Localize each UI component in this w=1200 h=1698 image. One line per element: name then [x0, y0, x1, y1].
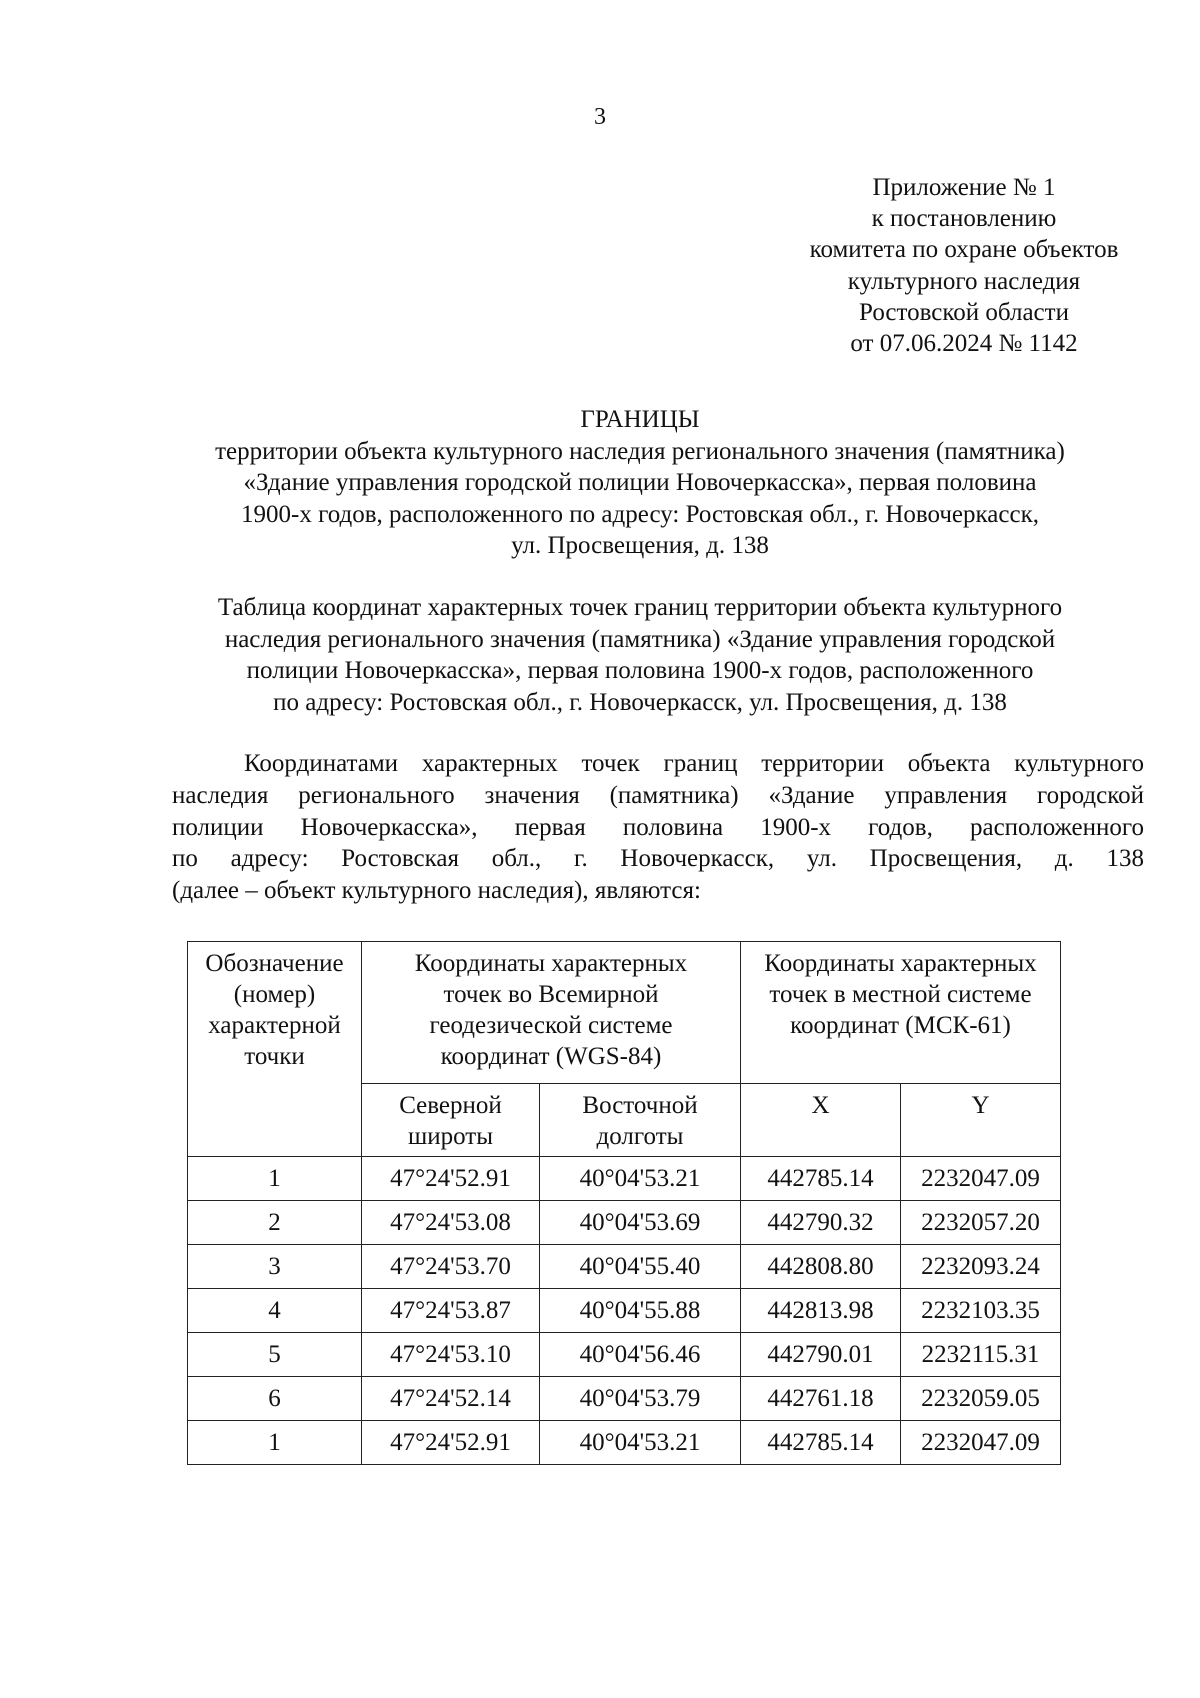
header-point-designation: [188, 942, 362, 1157]
intro-line: по адресу: Ростовская обл., г. Новочеркасск, ул. Просвещения, д. 138: [172, 845, 1144, 873]
cell-latitude: 47°24'53.70: [362, 1245, 540, 1289]
appendix-line: к постановлению: [871, 205, 1057, 233]
table-row: [188, 1421, 1061, 1465]
table-row: [188, 1157, 1061, 1201]
cell-longitude: 40°04'55.40: [540, 1245, 741, 1289]
table-row: [188, 1289, 1061, 1333]
table-row: [188, 1377, 1061, 1421]
header-latitude: [362, 1084, 540, 1157]
cell-x: 442790.01: [741, 1333, 901, 1377]
intro-line: наследия регионального значения (памятника) «Здание управления городской: [172, 781, 1144, 809]
cell-longitude: 40°04'53.79: [540, 1377, 741, 1421]
appendix-block: [732, 172, 1196, 359]
header-text: Обозначение: [205, 950, 344, 977]
cell-y: 2232093.24: [901, 1245, 1061, 1289]
cell-point: 1: [188, 1421, 362, 1465]
table-title-line: наследия регионального значения (памятника) «Здание управления городской: [224, 625, 1056, 653]
title-line: 1900-х годов, расположенного по адресу: Ростовская обл., г. Новочеркасск,: [241, 500, 1039, 528]
title-line: «Здание управления городской полиции Новочеркасска», первая половина: [243, 469, 1037, 496]
header-msk61-group: [741, 942, 1061, 1084]
appendix-line: Ростовской области: [859, 298, 1069, 326]
cell-y: 2232047.09: [901, 1157, 1061, 1201]
header-text: Северной: [399, 1092, 502, 1119]
intro-line: полиции Новочеркасска», первая половина 1900-х годов, расположенного: [172, 813, 1144, 841]
cell-x: 442785.14: [741, 1157, 901, 1201]
appendix-line: от 07.06.2024 № 1142: [850, 330, 1078, 358]
header-text: геодезической системе: [429, 1012, 673, 1039]
cell-longitude: 40°04'56.46: [540, 1333, 741, 1377]
cell-latitude: 47°24'53.10: [362, 1333, 540, 1377]
cell-y: 2232057.20: [901, 1201, 1061, 1245]
table-title-line: полиции Новочеркасска», первая половина 1900-х годов, расположенного: [246, 657, 1034, 684]
header-text: координат (МСК-61): [790, 1012, 1011, 1039]
cell-x: 442761.18: [741, 1377, 901, 1421]
cell-longitude: 40°04'53.21: [540, 1421, 741, 1465]
header-text: Координаты характерных: [414, 950, 688, 977]
header-text: характерной: [208, 1012, 341, 1039]
page-number: 3: [594, 104, 606, 130]
header-text: Восточной: [582, 1092, 698, 1119]
cell-latitude: 47°24'52.91: [362, 1421, 540, 1465]
cell-latitude: 47°24'53.08: [362, 1201, 540, 1245]
table-title-line: по адресу: Ростовская обл., г. Новочеркасск, ул. Просвещения, д. 138: [273, 688, 1007, 716]
header-text: Координаты характерных: [764, 950, 1037, 977]
title-line: ул. Просвещения, д. 138: [511, 532, 769, 559]
appendix-line: культурного наследия: [847, 267, 1081, 295]
header-text: точек во Всемирной: [443, 981, 659, 1008]
header-y: Y: [901, 1084, 1061, 1157]
header-text: (номер): [233, 981, 316, 1008]
header-text: точки: [244, 1043, 305, 1070]
table-title-line: Таблица координат характерных точек границ территории объекта культурного: [217, 594, 1063, 621]
header-text: координат (WGS-84): [440, 1043, 662, 1070]
appendix-line: комитета по охране объектов: [809, 236, 1119, 264]
cell-y: 2232115.31: [901, 1333, 1061, 1377]
header-longitude: [540, 1084, 741, 1157]
cell-point: 4: [188, 1289, 362, 1333]
cell-y: 2232103.35: [901, 1289, 1061, 1333]
cell-point: 5: [188, 1333, 362, 1377]
table-row: [188, 1245, 1061, 1289]
cell-x: 442813.98: [741, 1289, 901, 1333]
appendix-line: Приложение № 1: [872, 174, 1056, 201]
cell-point: 3: [188, 1245, 362, 1289]
coordinates-table: [187, 941, 1061, 1465]
title-line: территории объекта культурного наследия регионального значения (памятника): [215, 437, 1065, 465]
cell-point: 1: [188, 1157, 362, 1201]
cell-longitude: 40°04'53.69: [540, 1201, 741, 1245]
cell-x: 442785.14: [741, 1421, 901, 1465]
header-text: точек в местной системе: [769, 981, 1032, 1008]
cell-x: 442808.80: [741, 1245, 901, 1289]
cell-latitude: 47°24'53.87: [362, 1289, 540, 1333]
cell-x: 442790.32: [741, 1201, 901, 1245]
cell-y: 2232047.09: [901, 1421, 1061, 1465]
cell-longitude: 40°04'55.88: [540, 1289, 741, 1333]
header-text: широты: [407, 1123, 494, 1150]
cell-latitude: 47°24'52.14: [362, 1377, 540, 1421]
cell-longitude: 40°04'53.21: [540, 1157, 741, 1201]
header-wgs84-group: [362, 942, 741, 1084]
cell-latitude: 47°24'52.91: [362, 1157, 540, 1201]
table-row: [188, 1201, 1061, 1245]
cell-point: 2: [188, 1201, 362, 1245]
header-x: X: [741, 1084, 901, 1157]
table-row: [188, 1333, 1061, 1377]
document-title: [150, 404, 1130, 562]
title-heading: ГРАНИЦЫ: [580, 406, 700, 433]
intro-paragraph: [172, 748, 1144, 907]
header-text: долготы: [596, 1123, 684, 1150]
intro-line: Координатами характерных точек границ территории объекта культурного: [244, 750, 1144, 777]
table-title: [150, 592, 1130, 718]
intro-line: (далее – объект культурного наследия), являются:: [172, 877, 701, 905]
cell-y: 2232059.05: [901, 1377, 1061, 1421]
cell-point: 6: [188, 1377, 362, 1421]
